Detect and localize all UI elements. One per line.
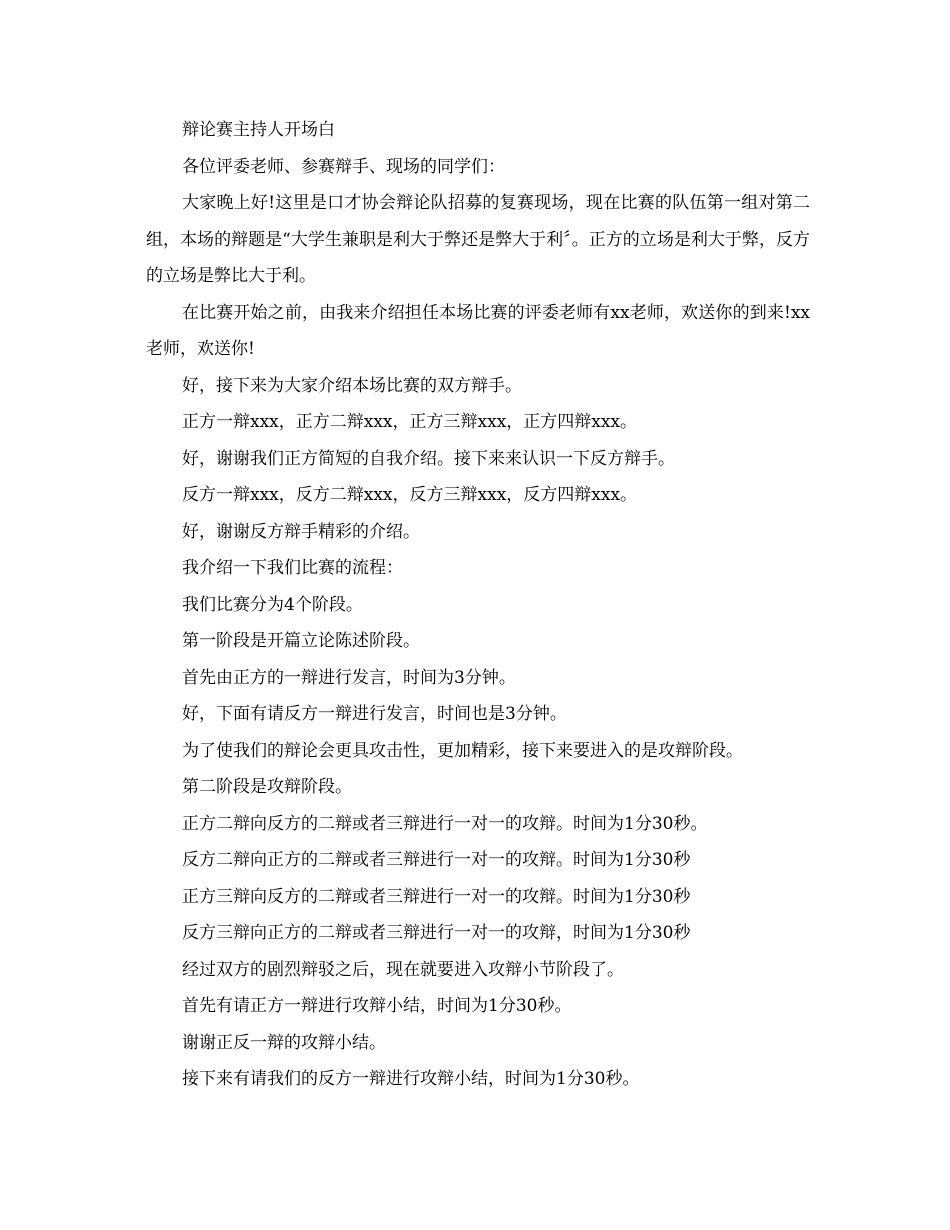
paragraph: 我们比赛分为4个阶段。 <box>182 594 363 615</box>
document-body <box>146 112 810 1098</box>
paragraph: 好，接下来为大家介绍本场比赛的双方辩手。 <box>182 375 522 396</box>
paragraph: 好，谢谢我们正方简短的自我介绍。接下来来认识一下反方辩手。 <box>182 448 675 469</box>
paragraph: 经过双方的剧烈辩驳之后，现在就要进入攻辩小节阶段了。 <box>182 959 624 980</box>
paragraph: 大家晚上好!这里是口才协会辩论队招募的复赛现场，现在比赛的队伍第一组对第二组，本场的辩题是“大学生兼职是利大于弊还是弊大于利〞。正方的立场是利大于弊，反方的立场是弊比大于利。 <box>146 193 810 286</box>
paragraph: 反方一辩xxx，反方二辩xxx，反方三辩xxx，反方四辩xxx。 <box>182 485 638 505</box>
paragraph: 第二阶段是攻辩阶段。 <box>182 777 352 797</box>
paragraph: 正方二辩向反方的二辩或者三辩进行一对一的攻辩。时间为1分30秒。 <box>182 813 708 834</box>
paragraph: 好，下面有请反方一辩进行发言，时间也是3分钟。 <box>182 704 567 724</box>
paragraph: 各位评委老师、参赛辩手、现场的同学们： <box>182 156 505 177</box>
paragraph: 好，谢谢反方辩手精彩的介绍。 <box>182 521 420 542</box>
paragraph: 谢谢正反一辩的攻辩小结。 <box>182 1032 386 1053</box>
paragraph: 首先由正方的一辩进行发言，时间为3分钟。 <box>182 667 516 688</box>
paragraph: 我介绍一下我们比赛的流程： <box>182 558 403 578</box>
paragraph: 第一阶段是开篇立论陈述阶段。 <box>182 631 420 651</box>
paragraph: 接下来有请我们的反方一辩进行攻辩小结，时间为1分30秒。 <box>182 1069 640 1089</box>
paragraph: 首先有请正方一辩进行攻辩小结，时间为1分30秒。 <box>182 996 572 1016</box>
paragraph: 反方三辩向正方的二辩或者三辩进行一对一的攻辩，时间为1分30秒 <box>182 923 691 943</box>
paragraph: 正方一辩xxx，正方二辩xxx，正方三辩xxx，正方四辩xxx。 <box>182 412 638 432</box>
paragraph: 正方三辩向反方的二辩或者三辩进行一对一的攻辩。时间为1分30秒 <box>182 886 691 907</box>
paragraph: 为了使我们的辩论会更具攻击性，更加精彩，接下来要进入的是攻辩阶段。 <box>182 740 743 761</box>
paragraph: 反方二辩向正方的二辩或者三辩进行一对一的攻辩。时间为1分30秒 <box>182 850 691 870</box>
paragraph: 在比赛开始之前，由我来介绍担任本场比赛的评委老师有xx老师，欢送你的到来!xx老师，欢送你! <box>146 302 810 359</box>
document-title: 辩论赛主持人开场白 <box>182 120 335 140</box>
